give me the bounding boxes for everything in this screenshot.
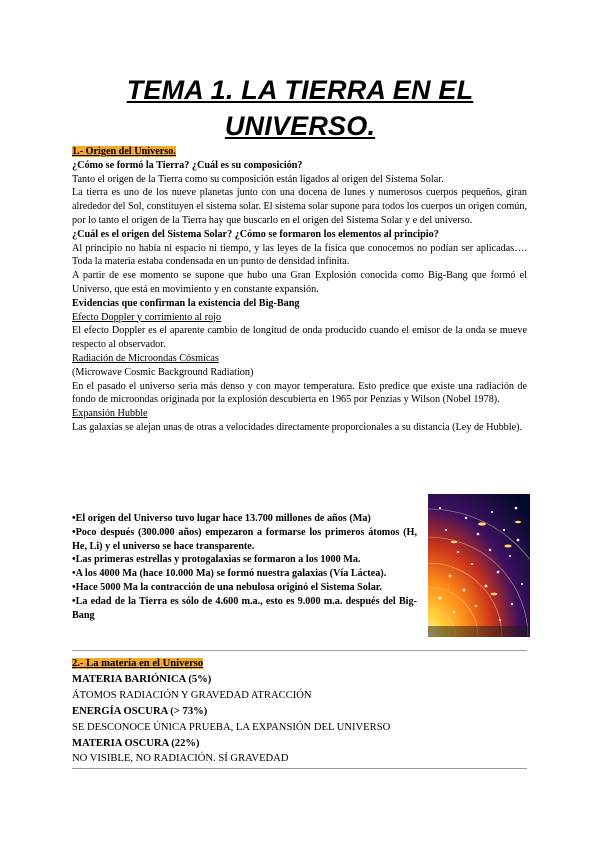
evidence-microwave-subtitle: (Microwave Cosmic Background Radiation) [72,366,254,378]
fact-item: •A los 4000 Ma (hace 10.000 Ma) se formó nuestra galaxias (Vía Láctea). [72,568,387,580]
title-line-2: UNIVERSO. [224,111,376,141]
dark-matter-text: NO VISIBLE, NO RADIACIÓN. SÍ GRAVEDAD [72,753,289,765]
document-title [72,72,528,144]
fact-item: •El origen del Universo tuvo lugar hace 13.700 millones de años (Ma) [72,513,371,524]
universe-facts-list [72,512,417,622]
evidence-microwave-text: En el pasado el universo sería más denso y con mayor temperatura. Esto predice que existe una radiación de fondo de microondas originada por la explosión descubierta en 1965 por Penzias y Wilson (Nobel 1978). [72,380,527,406]
section-matter-universe [72,656,527,767]
title-line-1: TEMA 1. LA TIERRA EN EL [126,75,474,105]
fact-item: •La edad de la Tierra es sólo de 4.600 m.a., esto es 9.000 m.a. después del Big-Bang [72,595,417,621]
evidence-hubble-text: Las galaxias se alejan unas de otras a velocidades directamente proporcionales a su distancia (Ley de Hubble). [72,421,523,433]
dark-matter-label: MATERIA OSCURA (22%) [72,737,200,749]
section-1-heading: 1.- Origen del Universo. [72,146,176,157]
paragraph-4: A partir de ese momento se supone que hubo una Gran Explosión conocida como Big-Bang que formó el Universo, que está en movimiento y en constante expansión. [72,270,527,295]
dark-energy-label: ENERGÍA OSCURA (> 73%) [72,705,208,717]
section-divider [72,650,527,651]
section-origin-universe [72,145,527,435]
paragraph-1: Tanto el origen de la Tierra como su composición están ligados al origen del Sistema Solar. [72,173,444,185]
section-2-heading: 2.- La materia en el Universo [72,658,204,669]
fact-item: •Hace 5000 Ma la contracción de una nebulosa originó el Sistema Solar. [72,581,382,593]
paragraph-3: Al principio no había ni espacio ni tiempo, y las leyes de la física que conocemos no podían ser aplicadas…. Toda la materia estaba condensada en un punto de densidad infinita. [72,242,527,268]
evidence-doppler-text: El efecto Doppler es el aparente cambio de longitud de onda producido cuando el emisor de la onda se mueve respecto al observador. [72,325,527,351]
big-bang-illustration [428,494,530,637]
dark-energy-text: SE DESCONOCE ÚNICA PRUEBA, LA EXPANSIÓN DEL UNIVERSO [72,721,391,733]
matter-baryonic-text: ÁTOMOS RADIACIÓN Y GRAVEDAD ATRACCIÓN [72,689,312,701]
fact-item: •Poco después (300.000 años) empezaron a formarse los primeros átomos (H, He, Li) y el universo se hace transparente. [72,526,417,552]
matter-baryonic-label: MATERIA BARIÓNICA (5%) [72,673,212,685]
evidence-heading: Evidencias que confirman la existencia del Big-Bang [72,297,300,309]
fact-item: •Las primeras estrellas y protogalaxias se formaron a los 1000 Ma. [72,554,361,566]
question-solar-system-origin: ¿Cuál es el origen del Sistema Solar? ¿Cómo se formaron los elementos al principio? [72,228,439,240]
question-earth-formation: ¿Cómo se formó la Tierra? ¿Cuál es su composición? [72,159,303,171]
paragraph-2: La tierra es uno de los nueve planetas junto con una docena de lunes y numerosos cuerpos pequeños, giran alrededor del Sol, constituyen el sistema solar. El sistema solar supone para todos los cuerpos un origen común, por lo tanto el origen de la Tierra hay que buscarlo en el origen del Sistema Solar y e del universo. [72,187,527,226]
section-divider [72,768,527,769]
evidence-hubble-title: Expansión Hubble [72,408,148,420]
evidence-microwave-title: Radiación de Microondas Cósmicas [72,352,219,364]
evidence-doppler-title: Efecto Doppler y corrimiento al rojo [72,311,222,323]
